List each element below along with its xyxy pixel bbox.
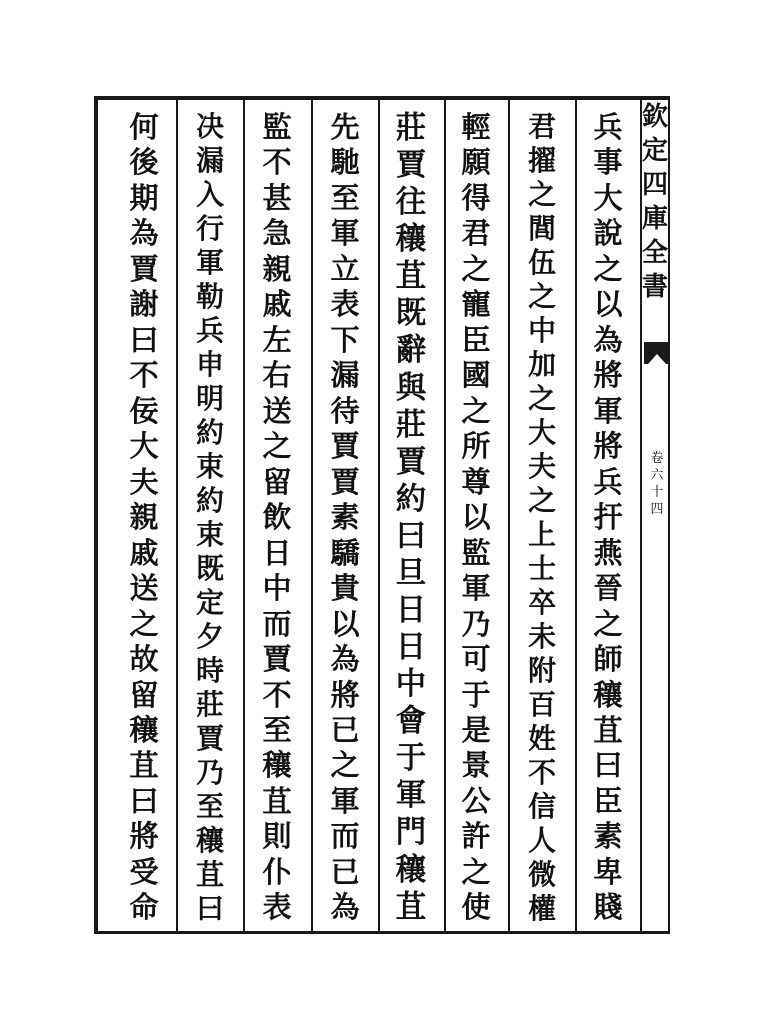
text-character: 兵 (196, 314, 224, 347)
text-character: 之 (262, 429, 292, 464)
text-character: 以 (593, 287, 623, 322)
text-character: 晉 (593, 571, 623, 606)
text-character: 賈 (330, 429, 360, 464)
text-character: 是 (461, 712, 491, 747)
text-character: 賈 (395, 443, 427, 480)
text-character: 將 (129, 819, 159, 854)
text-character: 馳 (330, 145, 360, 180)
column-rule (508, 96, 510, 934)
text-character: 親 (129, 500, 159, 535)
text-character: 將 (593, 429, 623, 464)
text-character: 受 (129, 854, 159, 889)
text-character: 送 (129, 571, 159, 606)
text-character: 下 (330, 322, 360, 357)
text-character: 甚 (262, 180, 292, 215)
text-character: 莊 (196, 688, 224, 721)
margin-volume-character: 十 (650, 485, 664, 500)
text-character: 曰 (129, 322, 159, 357)
text-character: 可 (461, 642, 491, 677)
text-character: 苴 (395, 258, 427, 295)
text-character: 賈 (330, 464, 360, 499)
text-character: 穰 (395, 851, 427, 888)
text-character: 賤 (593, 890, 623, 925)
text-character: 之 (461, 251, 491, 286)
text-character: 之 (461, 854, 491, 889)
text-character: 說 (593, 216, 623, 251)
text-character: 漏 (196, 144, 224, 177)
text-character: 中 (528, 314, 556, 347)
text-character: 國 (461, 358, 491, 393)
text-character: 留 (129, 677, 159, 712)
text-character: 表 (262, 890, 292, 925)
text-character: 苴 (129, 748, 159, 783)
text-character: 會 (395, 703, 427, 740)
text-character: 燕 (593, 535, 623, 570)
text-character: 則 (262, 819, 292, 854)
text-character: 信 (528, 790, 556, 823)
text-character: 佞 (129, 393, 159, 428)
text-character: 軍 (196, 246, 224, 279)
text-column-5 (325, 110, 365, 930)
text-character: 軍 (593, 393, 623, 428)
text-character: 兵 (593, 110, 623, 144)
text-column-3 (456, 110, 496, 930)
text-character: 辭 (395, 332, 427, 369)
text-character: 所 (461, 429, 491, 464)
text-character: 親 (262, 251, 292, 286)
text-character: 至 (262, 712, 292, 747)
text-character: 穰 (395, 221, 427, 258)
text-character: 曰 (129, 783, 159, 818)
text-character: 為 (129, 216, 159, 251)
text-character: 大 (129, 429, 159, 464)
text-character: 莊 (395, 406, 427, 443)
text-character: 加 (528, 348, 556, 381)
text-character: 飲 (262, 500, 292, 535)
text-character: 卑 (593, 854, 623, 889)
text-character: 時 (196, 654, 224, 687)
text-character: 擢 (528, 144, 556, 177)
column-rule (378, 96, 380, 934)
text-character: 已 (330, 854, 360, 889)
text-character: 為 (330, 642, 360, 677)
text-character: 監 (461, 535, 491, 570)
text-character: 伍 (528, 246, 556, 279)
page-border (94, 96, 670, 934)
text-character: 曰 (593, 748, 623, 783)
text-character: 得 (461, 180, 491, 215)
text-character: 勒 (196, 280, 224, 313)
text-character: 旦 (395, 554, 427, 591)
text-character: 之 (593, 251, 623, 286)
text-character: 以 (461, 500, 491, 535)
text-character: 之 (528, 178, 556, 211)
text-character: 既 (196, 552, 224, 585)
text-character: 之 (461, 393, 491, 428)
text-character: 已 (330, 712, 360, 747)
text-character: 夕 (196, 620, 224, 653)
text-character: 待 (330, 393, 360, 428)
text-character: 入 (196, 178, 224, 211)
text-character: 束 (196, 450, 224, 483)
text-character: 至 (330, 180, 360, 215)
text-character: 中 (262, 571, 292, 606)
text-character: 曰 (395, 517, 427, 554)
column-rule (243, 96, 245, 934)
text-character: 穰 (129, 712, 159, 747)
text-character: 大 (593, 180, 623, 215)
text-character: 左 (262, 322, 292, 357)
text-character: 苴 (262, 783, 292, 818)
text-character: 苴 (196, 858, 224, 891)
text-character: 將 (330, 677, 360, 712)
text-character: 上 (528, 518, 556, 551)
text-character: 立 (330, 251, 360, 286)
text-character: 以 (330, 606, 360, 641)
text-character: 穰 (196, 824, 224, 857)
text-character: 不 (262, 145, 292, 180)
text-character: 夫 (129, 464, 159, 499)
text-character: 日 (395, 592, 427, 629)
text-character: 之 (528, 280, 556, 313)
text-character: 表 (330, 287, 360, 322)
text-character: 苴 (593, 712, 623, 747)
text-character: 軍 (395, 777, 427, 814)
text-character: 定 (196, 586, 224, 619)
text-character: 行 (196, 212, 224, 245)
text-character: 後 (129, 145, 159, 180)
text-character: 臣 (593, 783, 623, 818)
text-character: 夫 (528, 450, 556, 483)
text-character: 扞 (593, 500, 623, 535)
text-character: 不 (528, 756, 556, 789)
text-character: 事 (593, 145, 623, 180)
text-character: 之 (593, 606, 623, 641)
text-character: 約 (395, 480, 427, 517)
text-character: 卒 (528, 586, 556, 619)
column-rule (444, 96, 446, 934)
text-character: 人 (528, 824, 556, 857)
text-character: 右 (262, 358, 292, 393)
text-character: 尊 (461, 464, 491, 499)
text-character: 于 (395, 740, 427, 777)
text-character: 申 (196, 348, 224, 381)
text-character: 命 (129, 890, 159, 925)
text-character: 戚 (129, 535, 159, 570)
text-character: 約 (196, 416, 224, 449)
text-character: 監 (262, 110, 292, 144)
text-character: 期 (129, 180, 159, 215)
text-character: 軍 (330, 216, 360, 251)
text-character: 師 (593, 642, 623, 677)
text-character: 景 (461, 748, 491, 783)
text-character: 戚 (262, 287, 292, 322)
text-character: 留 (262, 464, 292, 499)
text-character: 曰 (196, 892, 224, 925)
text-character: 而 (330, 819, 360, 854)
text-character: 至 (196, 790, 224, 823)
margin-title-character: 庫 (641, 204, 668, 234)
text-character: 之 (528, 382, 556, 415)
text-column-4 (391, 110, 431, 930)
text-character: 臣 (461, 322, 491, 357)
text-character: 百 (528, 688, 556, 721)
text-character: 何 (129, 110, 159, 144)
text-character: 穰 (593, 677, 623, 712)
text-character: 往 (395, 184, 427, 221)
text-character: 莊 (395, 110, 427, 146)
text-character: 未 (528, 620, 556, 653)
text-character: 為 (330, 890, 360, 925)
margin-title-character: 全 (641, 238, 668, 268)
text-character: 為 (593, 322, 623, 357)
text-character: 于 (461, 677, 491, 712)
text-character: 賈 (129, 251, 159, 286)
margin-volume-character: 卷 (650, 451, 664, 466)
text-character: 急 (262, 216, 292, 251)
text-character: 不 (129, 358, 159, 393)
text-character: 貴 (330, 571, 360, 606)
text-character: 軍 (461, 571, 491, 606)
column-rule (176, 96, 178, 934)
text-column-7 (190, 110, 230, 930)
text-character: 約 (196, 484, 224, 517)
margin-volume-character: 六 (650, 468, 664, 483)
text-character: 故 (129, 642, 159, 677)
margin-title-character: 欽 (641, 102, 668, 132)
text-column-6 (257, 110, 297, 930)
text-column-1 (588, 110, 628, 930)
text-character: 仆 (262, 854, 292, 889)
text-character: 姓 (528, 722, 556, 755)
text-column-8 (124, 110, 164, 930)
text-character: 素 (330, 500, 360, 535)
text-character: 公 (461, 783, 491, 818)
text-character: 微 (528, 858, 556, 891)
text-character: 使 (461, 890, 491, 925)
text-character: 之 (330, 748, 360, 783)
text-character: 軍 (330, 783, 360, 818)
margin-book-title (640, 100, 670, 340)
text-character: 大 (528, 416, 556, 449)
text-character: 日 (395, 629, 427, 666)
text-character: 輕 (461, 110, 491, 144)
text-character: 君 (528, 110, 556, 143)
fishtail-mark-icon (644, 342, 670, 364)
text-character: 漏 (330, 358, 360, 393)
text-character: 先 (330, 110, 360, 144)
text-character: 之 (528, 484, 556, 517)
text-character: 閭 (528, 212, 556, 245)
margin-volume-character: 四 (650, 502, 664, 517)
column-rule (575, 96, 577, 934)
text-character: 日 (262, 535, 292, 570)
text-character: 明 (196, 382, 224, 415)
text-character: 送 (262, 393, 292, 428)
margin-volume-number (645, 450, 669, 518)
text-character: 門 (395, 814, 427, 851)
margin-title-character: 書 (641, 272, 668, 302)
text-character: 賈 (395, 147, 427, 184)
text-character: 附 (528, 654, 556, 687)
text-character: 乃 (196, 756, 224, 789)
text-character: 苴 (395, 888, 427, 925)
text-character: 兵 (593, 464, 623, 499)
text-character: 賈 (196, 722, 224, 755)
text-character: 許 (461, 819, 491, 854)
text-column-2 (522, 110, 562, 930)
text-character: 决 (196, 110, 224, 143)
text-character: 不 (262, 677, 292, 712)
text-character: 而 (262, 606, 292, 641)
text-character: 將 (593, 358, 623, 393)
text-character: 君 (461, 216, 491, 251)
text-character: 驕 (330, 535, 360, 570)
text-character: 士 (528, 552, 556, 585)
text-character: 既 (395, 295, 427, 332)
text-character: 穰 (262, 748, 292, 783)
text-character: 謝 (129, 287, 159, 322)
text-character: 與 (395, 369, 427, 406)
text-character: 權 (528, 892, 556, 925)
column-rule (311, 96, 313, 934)
text-character: 素 (593, 819, 623, 854)
text-character: 寵 (461, 287, 491, 322)
margin-title-character: 定 (641, 136, 668, 166)
text-character: 中 (395, 666, 427, 703)
text-character: 賈 (262, 642, 292, 677)
margin-title-character: 四 (641, 170, 668, 200)
text-character: 束 (196, 518, 224, 551)
text-character: 乃 (461, 606, 491, 641)
text-character: 願 (461, 145, 491, 180)
text-character: 之 (129, 606, 159, 641)
